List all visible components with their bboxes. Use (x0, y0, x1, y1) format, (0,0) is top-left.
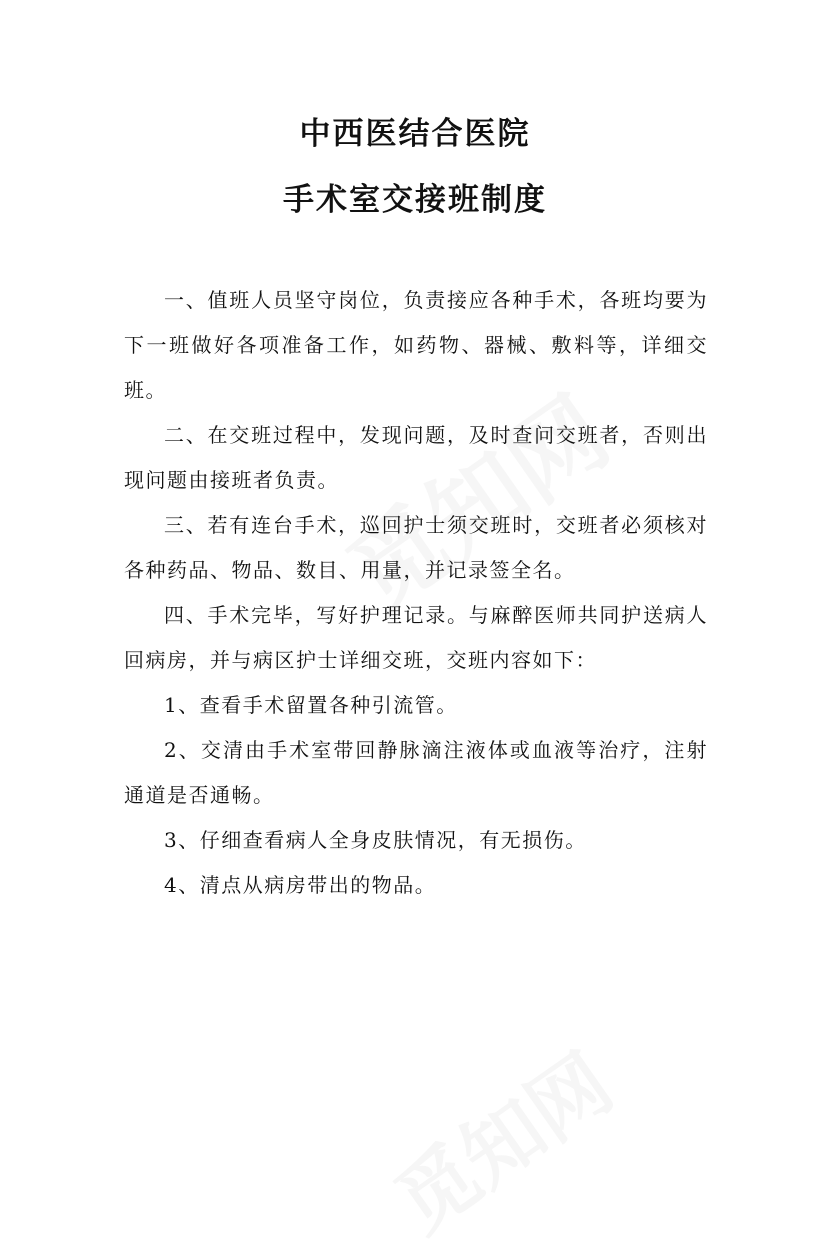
paragraph-rule-1: 一、值班人员坚守岗位，负责接应各种手术，各班均要为下一班做好各项准备工作，如药物、器械、敷料等，详细交班。 (124, 288, 708, 402)
paragraph-rule-4: 四、手术完毕，写好护理记录。与麻醉医师共同护送病人回病房，并与病区护士详细交班，交班内容如下： (124, 603, 708, 672)
document-title: 手术室交接班制度 (283, 182, 547, 218)
hospital-name-title: 中西医结合医院 (299, 116, 531, 152)
list-item-2: 2、交清由手术室带回静脉滴注液体或血液等治疗，注射通道是否通畅。 (124, 738, 708, 807)
paragraph-rule-2: 二、在交班过程中，发现问题，及时查问交班者，否则出现问题由接班者负责。 (124, 423, 708, 492)
watermark (369, 1022, 632, 1253)
list-item-1: 1、查看手术留置各种引流管。 (164, 693, 458, 717)
list-item-4: 4、清点从病房带出的物品。 (164, 873, 437, 897)
list-item-3: 3、仔细查看病人全身皮肤情况，有无损伤。 (164, 828, 587, 852)
paragraph-rule-3: 三、若有连台手术，巡回护士须交班时，交班者必须核对各种药品、物品、数目、用量，并记录签全名。 (124, 513, 708, 582)
document-body (124, 278, 708, 908)
